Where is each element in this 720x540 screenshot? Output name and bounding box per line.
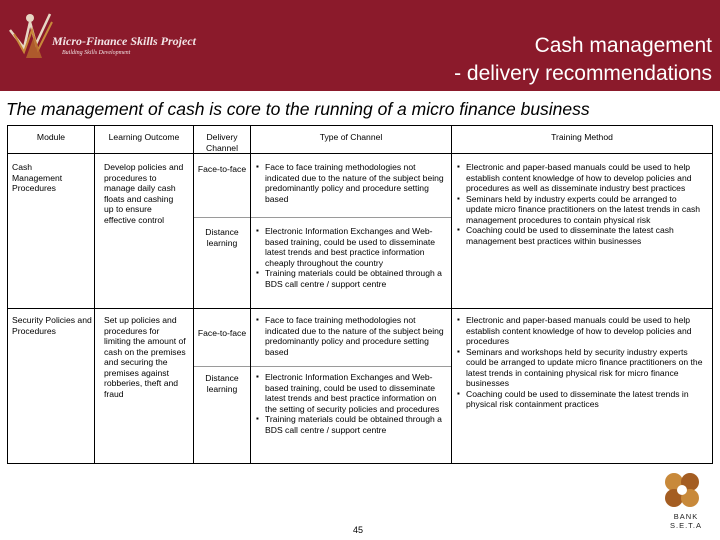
row2-learning-outcome: Set up policies and procedures for limiting the amount of cash on the premises and securing the premises against robberies, theft and fraud xyxy=(104,315,186,399)
list-item: ▪ Electronic and paper-based manuals could be used to help establish content knowledge of how to develop policies and procedures as well as disseminate industry best practices xyxy=(457,162,705,194)
bank-seta-emblem-icon xyxy=(660,470,712,512)
page-subtitle: The management of cash is core to the running of a micro finance business xyxy=(6,99,590,119)
header-learning-outcome: Learning Outcome xyxy=(108,132,180,142)
list-item: ▪ Seminars and workshops held by security industry experts could be arranged to update micro finance practitioners on the latest trends in containing physical risk for micro finance businesses xyxy=(457,347,705,389)
row2-module: Security Policies and Procedures xyxy=(12,315,92,336)
logo-tagline: Building Skills Development xyxy=(62,50,131,56)
row1-module: Cash Management Procedures xyxy=(12,162,63,193)
row1-learning-outcome: Develop policies and procedures to manage daily cash floats and cashing up to ensure effective control xyxy=(104,162,184,225)
row1-channel-face-to-face: Face-to-face xyxy=(197,164,247,174)
row2-channel-distance-learning: Distance learning xyxy=(205,373,239,394)
list-item: ▪ Coaching could be used to disseminate the latest cash management best practices within businesses xyxy=(457,225,705,246)
page-title-line-2: - delivery recommendations xyxy=(454,62,712,85)
page-number: 45 xyxy=(353,525,364,535)
row1-training-methods xyxy=(457,162,705,246)
bank-seta-text: BANK S.E.T.A xyxy=(669,512,702,530)
list-item: ▪ Coaching could be used to disseminate the latest trends in physical risk containment practices xyxy=(457,389,705,410)
header-delivery-channel: Delivery Channel xyxy=(205,132,238,153)
column-divider xyxy=(94,126,95,463)
page-title-line-1: Cash management xyxy=(534,34,712,57)
list-item: ▪ Face to face training methodologies not indicated due to the nature of the subject being predominantly policy and procedure setting based xyxy=(256,162,444,204)
row2-channel-face-to-face: Face-to-face xyxy=(197,328,247,338)
row-divider xyxy=(8,308,712,309)
list-item: ▪ Training materials could be obtained through a BDS call centre / support centre xyxy=(256,268,444,289)
header-divider xyxy=(8,153,712,154)
header-training-method: Training Method xyxy=(551,132,613,142)
channel-divider xyxy=(193,366,451,367)
column-divider xyxy=(193,126,194,463)
list-item: ▪ Seminars held by industry experts could be arranged to update micro finance practitioners on the latest trends in cash management procedures to contain physical risk xyxy=(457,194,705,226)
row2-distance-types xyxy=(256,372,444,435)
header-type-of-channel: Type of Channel xyxy=(319,132,383,142)
bank-seta-logo xyxy=(660,470,712,536)
column-divider xyxy=(250,126,251,463)
list-item: ▪ Training materials could be obtained through a BDS call centre / support centre xyxy=(256,414,444,435)
row2-training-methods xyxy=(457,315,705,410)
header-banner xyxy=(0,0,720,91)
list-item: ▪ Face to face training methodologies not indicated due to the nature of the subject being predominantly policy and procedure setting based xyxy=(256,315,444,357)
row1-channel-distance-learning: Distance learning xyxy=(205,227,239,248)
channel-divider xyxy=(193,217,451,218)
list-item: ▪ Electronic Information Exchanges and Web-based training, could be used to disseminate latest trends and best practice information on the setting of security policies and procedures xyxy=(256,372,444,414)
row2-face-to-face-types xyxy=(256,315,444,357)
list-item: ▪ Electronic Information Exchanges and Web-based training, could be used to disseminate latest trends and best practice information cheaply throughout the country xyxy=(256,226,444,268)
row1-face-to-face-types xyxy=(256,162,444,204)
logo-title: Micro-Finance Skills Project xyxy=(52,34,196,48)
delivery-table xyxy=(7,125,713,464)
header-module: Module xyxy=(36,132,66,142)
row1-distance-types xyxy=(256,226,444,289)
column-divider xyxy=(451,126,452,463)
list-item: ▪ Electronic and paper-based manuals could be used to help establish content knowledge of how to develop policies and procedures xyxy=(457,315,705,347)
